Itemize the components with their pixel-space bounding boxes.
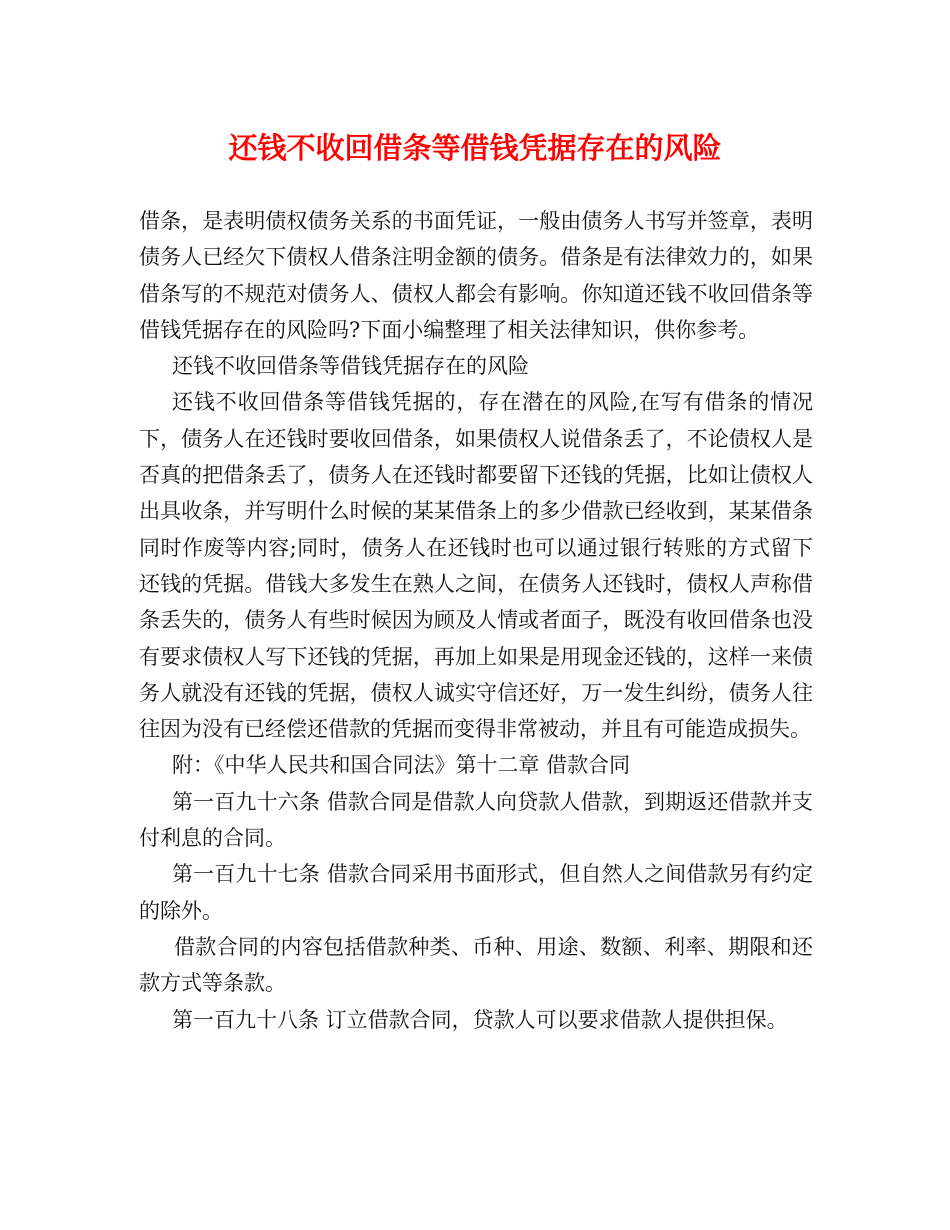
- article-197: 第一百九十七条 借款合同采用书面形式，但自然人之间借款另有约定的除外。: [139, 862, 813, 923]
- article-197-content: 借款合同的内容包括借款种类、币种、用途、数额、利率、期限和还款方式等条款。: [139, 934, 813, 996]
- document-title: 还钱不收回借条等借钱凭据存在的风险: [228, 131, 722, 165]
- appendix-heading: 附：《中华人民共和国合同法》第十二章 借款合同: [172, 753, 631, 778]
- risk-paragraph: 还钱不收回借条等借钱凭据的，存在潜在的风险,在写有借条的情况下，债务人在还钱时要收回借条，如果债权人说借条丢了，不论债权人是否真的把借条丢了，债务人在还钱时都要留下还钱的凭据，比如让债权人出具收条，并写明什么时候的某某借条上的多少借款已经收到，某某借条同时作废等内容;同时，债务人在还钱时也可以通过银行转账的方式留下还钱的凭据。借钱大多发生在熟人之间，在债务人还钱时，债权人声称借条丢失的，债务人有些时候因为顾及人情或者面子，既没有收回借条也没有要求债权人写下还钱的凭据，再加上如果是用现金还钱的，这样一来债务人就没有还钱的凭据，债权人诚实守信还好，万一发生纠纷，债务人往往因为没有已经偿还借款的凭据而变得非常被动，并且有可能造成损失。: [139, 390, 813, 742]
- intro-paragraph: 借条，是表明债权债务关系的书面凭证，一般由债务人书写并签章，表明债务人已经欠下债权人借条注明金额的债务。借条是有法律效力的，如果借条写的不规范对债务人、债权人都会有影响。你知道还钱不收回借条等借钱凭据存在的风险吗?下面小编整理了相关法律知识，供你参考。: [139, 209, 813, 342]
- article-198: 第一百九十八条 订立借款合同，贷款人可以要求借款人提供担保。: [172, 1007, 788, 1032]
- document-body: [139, 203, 813, 1038]
- article-196: 第一百九十六条 借款合同是借款人向贷款人借款，到期返还借款并支付利息的合同。: [139, 789, 813, 851]
- section-heading: 还钱不收回借条等借钱凭据存在的风险: [172, 354, 529, 379]
